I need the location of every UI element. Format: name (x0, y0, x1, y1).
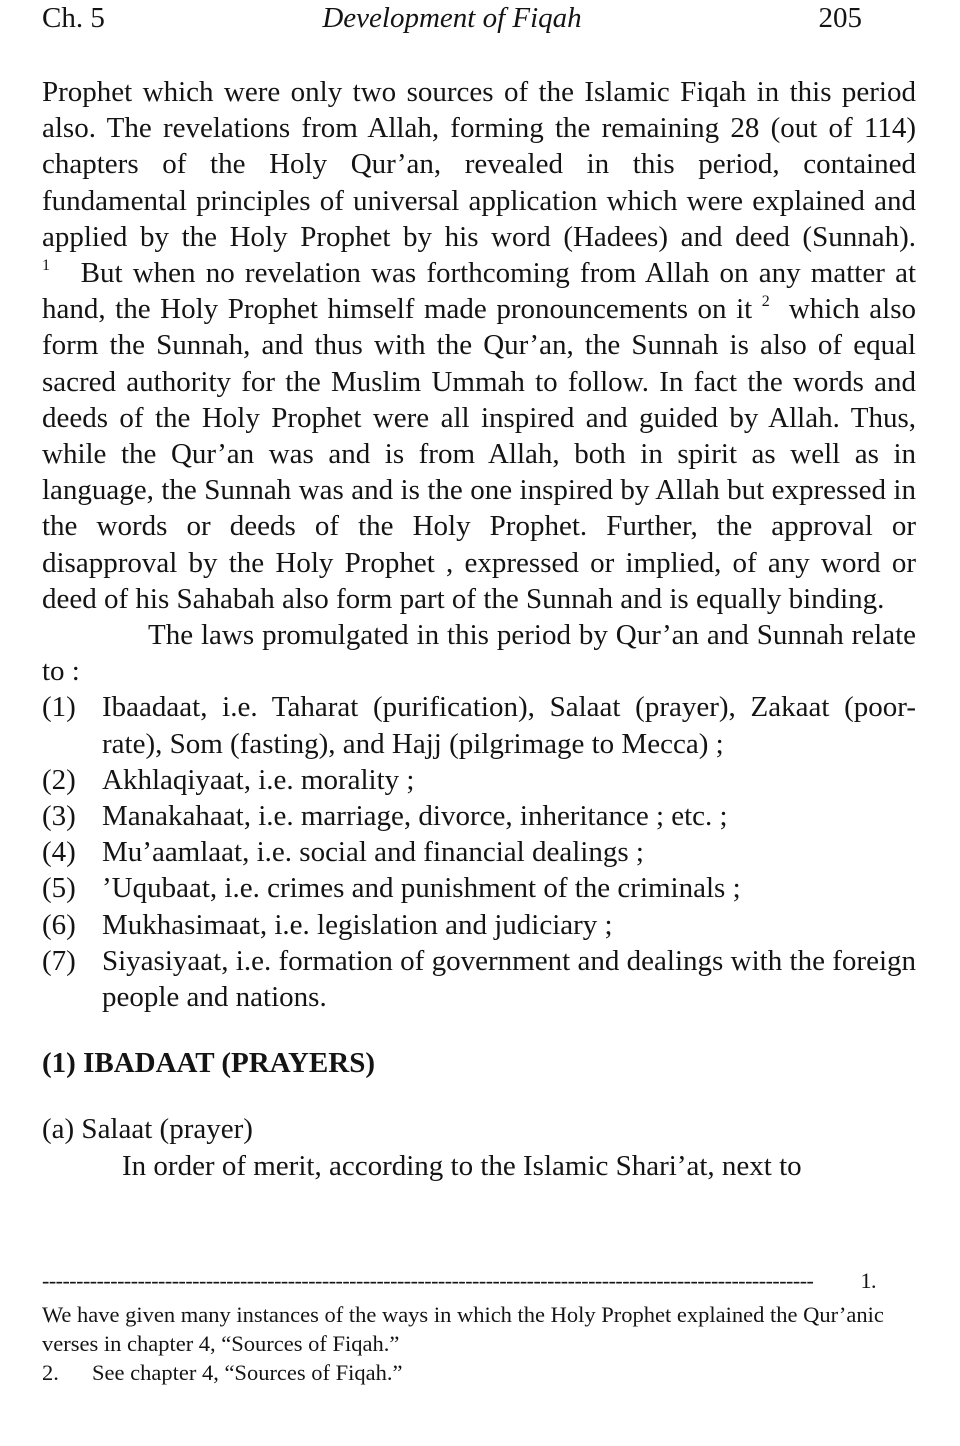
footnotes (42, 1300, 916, 1387)
footnote-text: We have given many instances of the ways in which the Holy Prophet explained the Qur’anic verses in chapter 4, “Sources of Fiqah.” (42, 1302, 884, 1356)
list-item-number: (6) (42, 908, 76, 941)
page-number: 205 (818, 2, 862, 34)
footnote-rule-marker: 1. (860, 1268, 876, 1293)
laws-list (42, 689, 916, 1015)
footnote-ref-2: 2 (761, 293, 770, 311)
section-heading: (1) IBADAAT (PRAYERS) (42, 1047, 375, 1080)
list-item-number: (7) (42, 944, 76, 977)
footnote-number: 2. (42, 1360, 59, 1385)
list-item (42, 689, 916, 761)
list-item-text: Manakahaat, i.e. marriage, divorce, inheritance ; etc. ; (102, 800, 728, 833)
paragraph-laws-intro: The laws promulgated in this period by Qur’an and Sunnah relate to : (42, 619, 916, 688)
body-text (42, 74, 916, 1184)
list-item (42, 762, 916, 798)
paragraph-text: But when no revelation was forthcoming from Allah on any matter at hand, the Holy Prophet himself made pronouncements on it (42, 257, 917, 326)
list-item-number: (2) (42, 763, 76, 796)
list-item-text: Siyasiyaat, i.e. formation of government and dealings with the foreign people and nations. (102, 944, 916, 1014)
list-item (42, 870, 916, 906)
list-item-text: Mu’aamlaat, i.e. social and financial dealings ; (102, 836, 644, 869)
subheading: (a) Salaat (prayer) (42, 1113, 253, 1146)
list-item-number: (4) (42, 836, 76, 869)
list-item (42, 907, 916, 943)
list-item (42, 834, 916, 870)
footnote (42, 1300, 916, 1358)
list-item-number: (3) (42, 800, 76, 833)
paragraph-sources (42, 74, 916, 617)
list-item (42, 943, 916, 1015)
list-item-number: (1) (42, 691, 76, 724)
list-item-text: Mukhasimaat, i.e. legislation and judiciary ; (102, 908, 613, 941)
list-item (42, 798, 916, 834)
running-head-chapter: Ch. 5 (42, 2, 105, 34)
footnote (42, 1358, 916, 1387)
paragraph-text: Prophet which were only two sources of the Islamic Fiqah in this period also. The revelations from Allah, forming the remaining 28 (out of 114) chapters of the Holy Qur’an, revealed in this period, contained fundamental principles of universal application which were explained and applied by the Holy Prophet by his word (Hadees) and deed (Sunnah). (42, 76, 916, 253)
footnote-text: See chapter 4, “Sources of Fiqah.” (92, 1360, 403, 1385)
list-item-text: Ibaadaat, i.e. Taharat (purification), Salaat (prayer), Zakaat (poor-rate), Som (fasting), and Hajj (pilgrimage to Mecca) ; (102, 691, 916, 760)
list-item-text: ’Uqubaat, i.e. crimes and punishment of the criminals ; (102, 872, 741, 905)
footnote-separator (42, 1268, 876, 1294)
paragraph-text: which also form the Sunnah, and thus with the Qur’an, the Sunnah is also of equal sacred authority for the Muslim Ummah to follow. In fact the words and deeds of the Holy Prophet were all inspired and guided by Allah. Thus, while the Qur’an was and is from Allah, both in spirit as well as in language, the Sunnah was and is the one inspired by Allah but expressed in the words or deeds of the Holy Prophet. Further, the approval or disapproval by the Holy Prophet , expressed or implied, of any word or deed of his Sahabah also form part of the Sunnah and is equally binding. (42, 293, 916, 615)
running-head (42, 2, 862, 42)
paragraph-salaat: In order of merit, according to the Islamic Shari’at, next to (122, 1149, 802, 1182)
list-item-number: (5) (42, 872, 76, 905)
footnote-rule-dashes: ----------------------------------------------------------------------------------------------------------------- (42, 1268, 814, 1293)
footnote-ref-1: 1 (42, 257, 50, 275)
running-head-title: Development of Fiqah (322, 2, 582, 34)
list-item-text: Akhlaqiyaat, i.e. morality ; (102, 763, 415, 796)
